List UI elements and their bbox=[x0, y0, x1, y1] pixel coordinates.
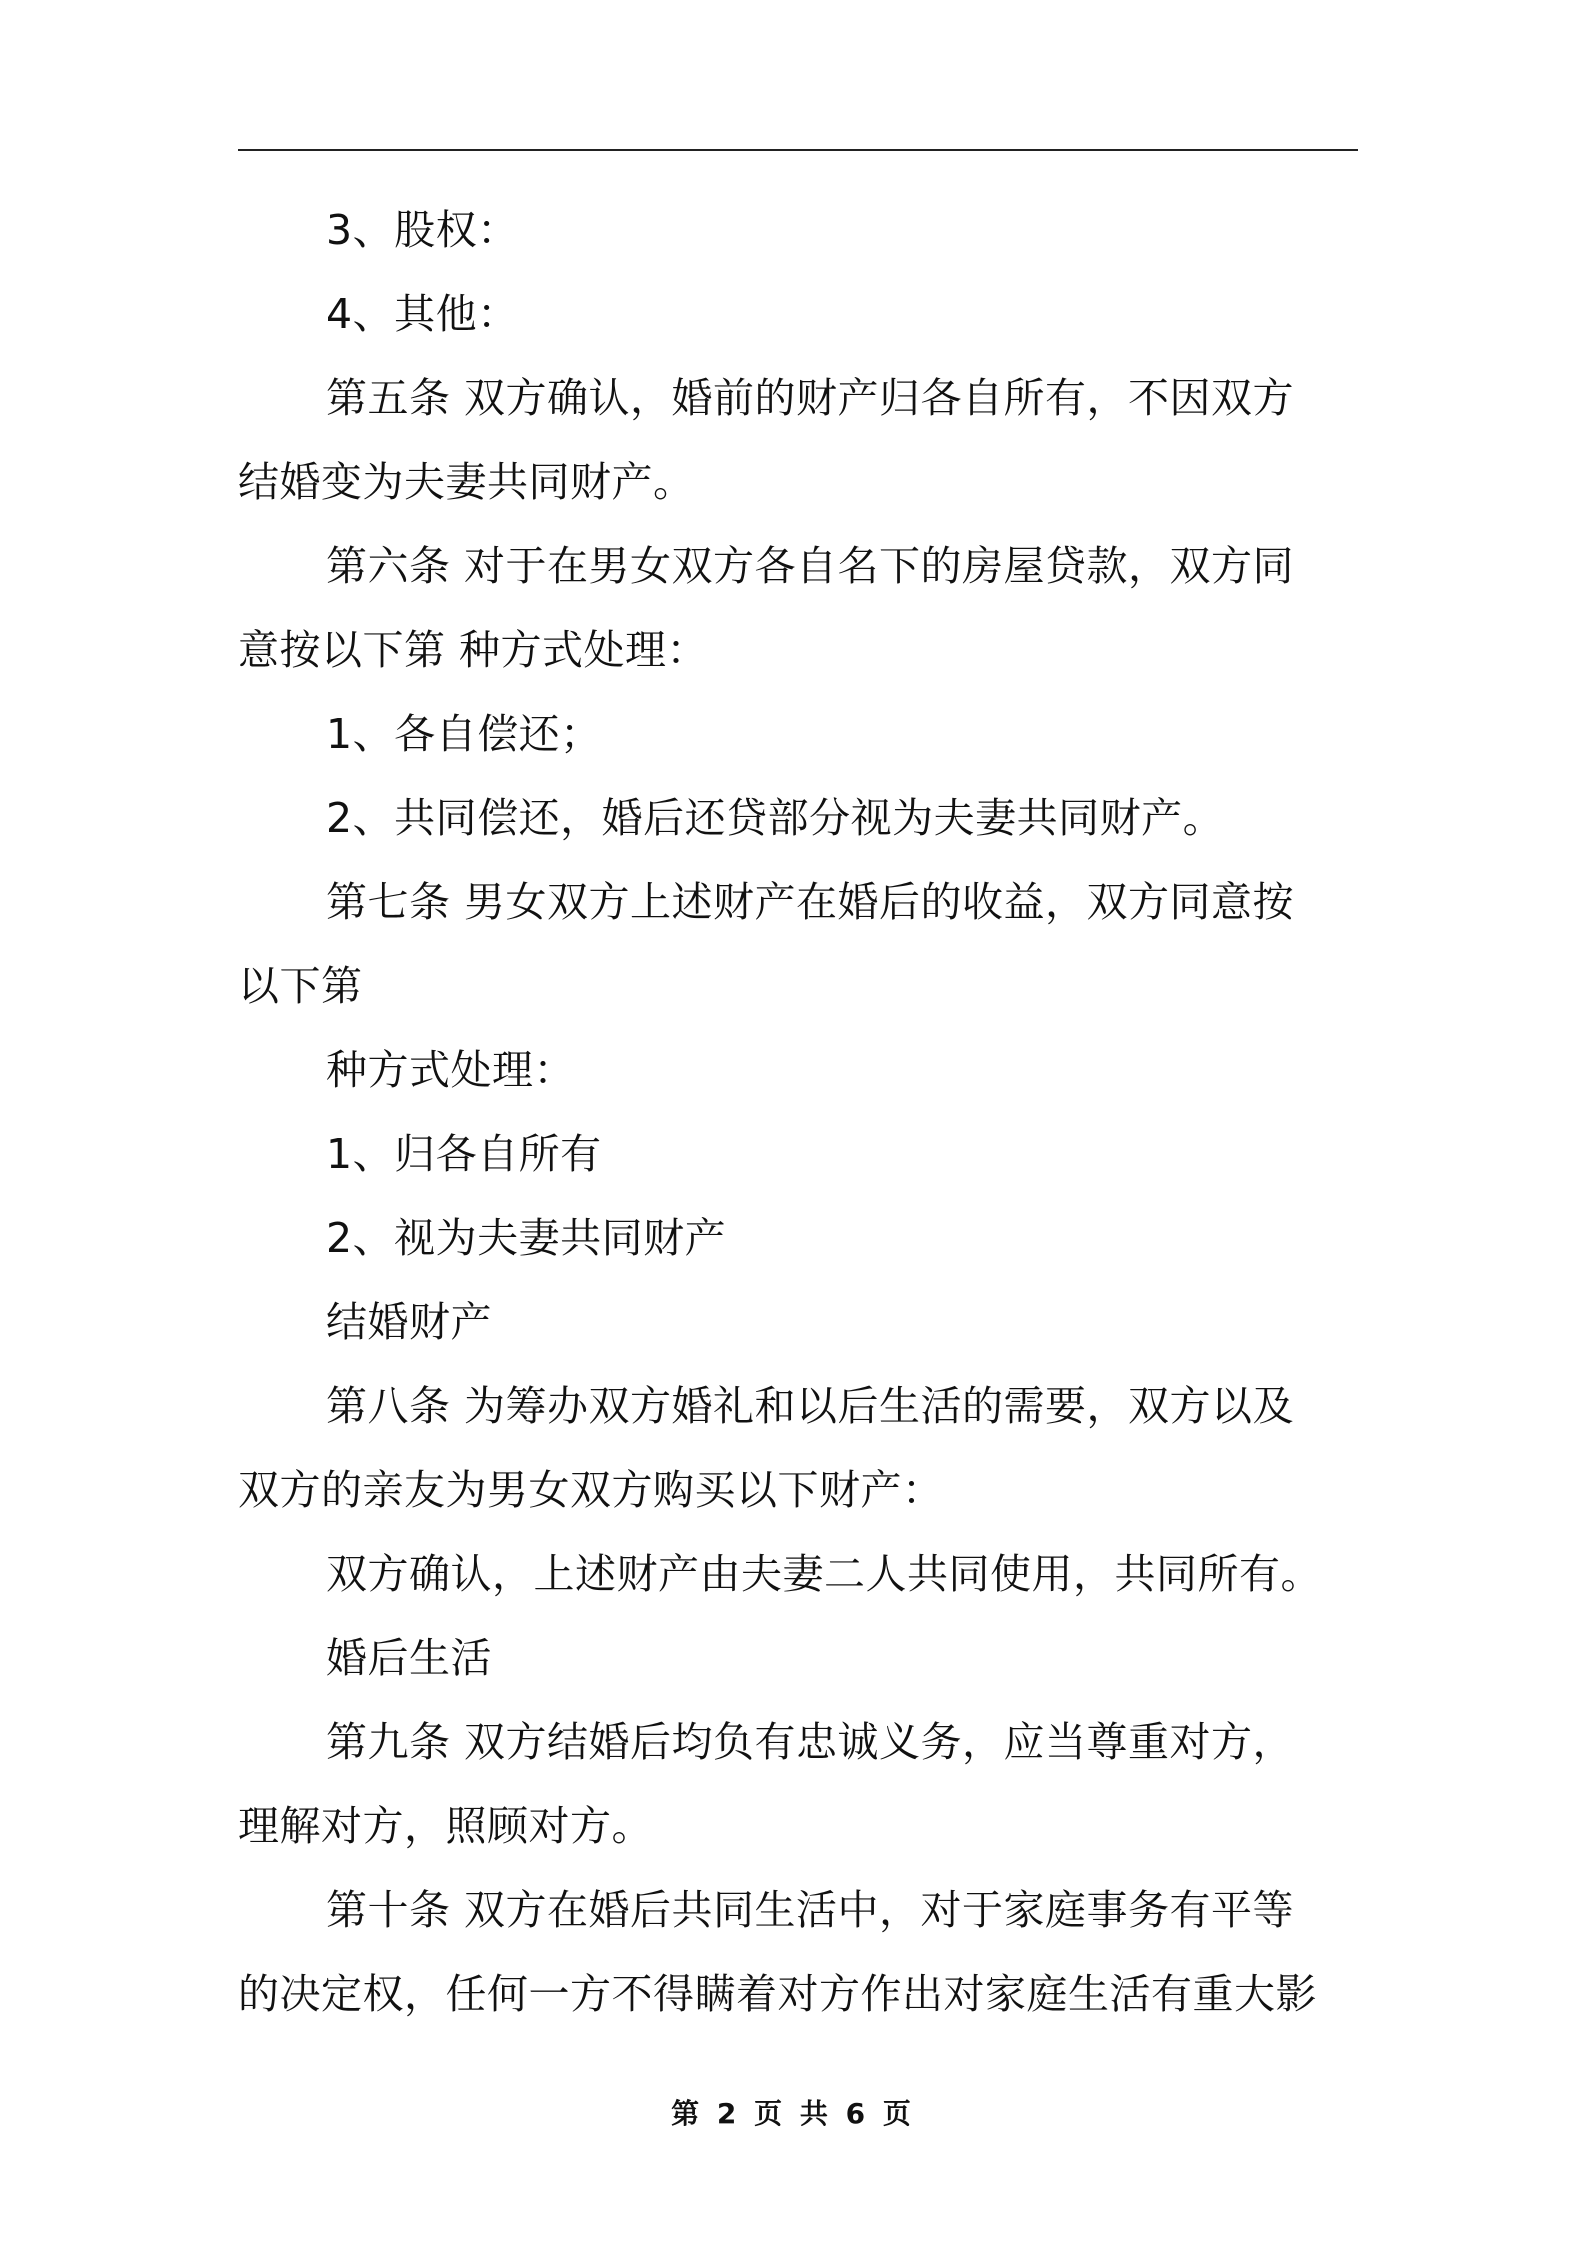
document-body bbox=[238, 188, 1358, 2036]
paragraph-line: 意按以下第 种方式处理： bbox=[238, 626, 709, 674]
paragraph-line: 双方的亲友为男女双方购买以下财产： bbox=[238, 1466, 944, 1514]
paragraph-line: 第九条 双方结婚后均负有忠诚义务，应当尊重对方， bbox=[326, 1718, 1295, 1766]
paragraph-line: 第八条 为筹办双方婚礼和以后生活的需要，双方以及 bbox=[326, 1382, 1295, 1430]
paragraph-line: 第七条 男女双方上述财产在婚后的收益，双方同意按 bbox=[326, 878, 1295, 926]
paragraph-line: 2、共同偿还，婚后还贷部分视为夫妻共同财产。 bbox=[326, 794, 1225, 842]
paragraph-line: 以下第 bbox=[238, 962, 363, 1010]
paragraph-line: 双方确认，上述财产由夫妻二人共同使用，共同所有。 bbox=[326, 1550, 1322, 1598]
paragraph-line: 1、各自偿还； bbox=[326, 710, 602, 758]
paragraph-line: 种方式处理： bbox=[326, 1046, 575, 1094]
section-heading: 结婚财产 bbox=[326, 1298, 492, 1346]
paragraph-line: 结婚变为夫妻共同财产。 bbox=[238, 458, 695, 506]
paragraph-line: 1、归各自所有 bbox=[326, 1130, 602, 1178]
paragraph-line: 第六条 对于在男女双方各自名下的房屋贷款，双方同 bbox=[326, 542, 1295, 590]
paragraph-line: 3、股权： bbox=[326, 206, 519, 254]
paragraph-line: 第五条 双方确认，婚前的财产归各自所有，不因双方 bbox=[326, 374, 1295, 422]
header-rule bbox=[238, 149, 1358, 151]
section-heading: 婚后生活 bbox=[326, 1634, 492, 1682]
paragraph-line: 的决定权，任何一方不得瞒着对方作出对家庭生活有重大影 bbox=[238, 1970, 1317, 2018]
paragraph-line: 理解对方，照顾对方。 bbox=[238, 1802, 653, 1850]
paragraph-line: 第十条 双方在婚后共同生活中，对于家庭事务有平等 bbox=[326, 1886, 1295, 1934]
paragraph-line: 4、其他： bbox=[326, 290, 519, 338]
paragraph-line: 2、视为夫妻共同财产 bbox=[326, 1214, 727, 1262]
page-number: 第 2 页 共 6 页 bbox=[671, 2097, 915, 2130]
